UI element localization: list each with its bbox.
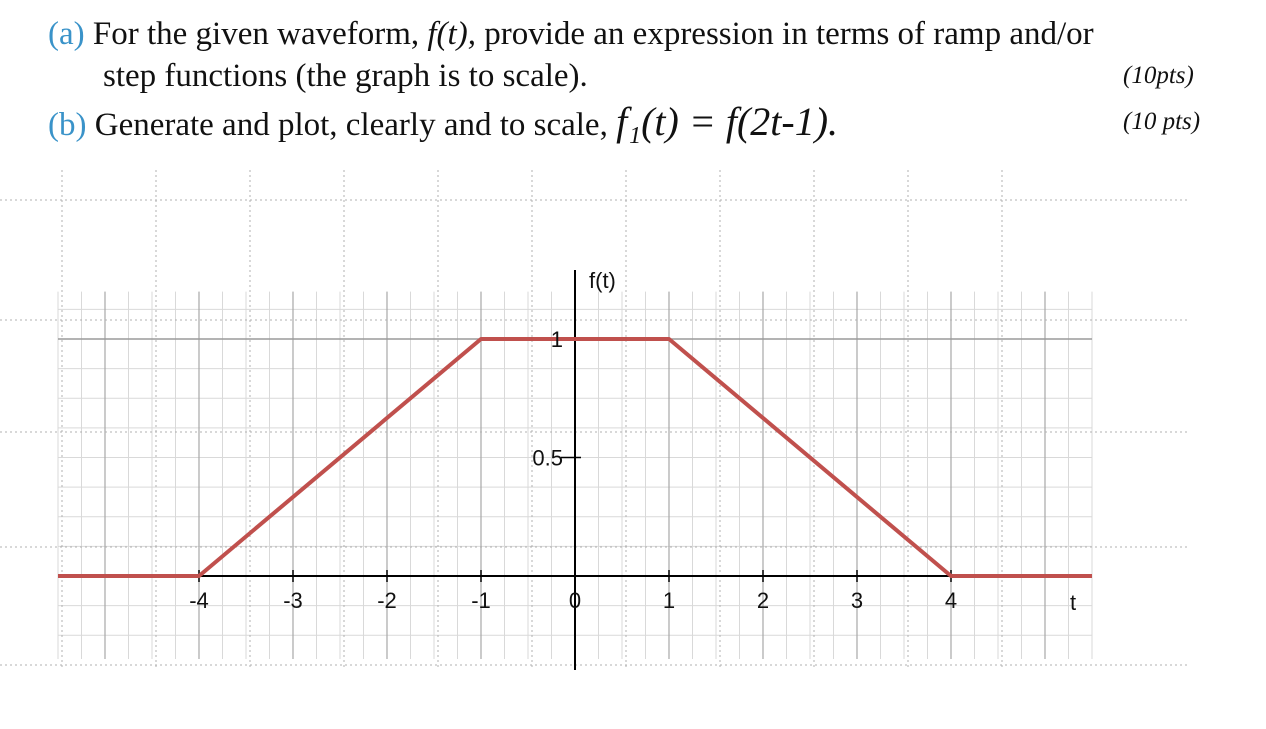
y-tick-label: 1 (550, 327, 563, 352)
part-b-text: Generate and plot, clearly and to scale, (94, 107, 608, 143)
part-a-line-1 (48, 14, 1094, 54)
part-a-text-1: For the given waveform, (92, 16, 428, 52)
x-tick-label: -1 (471, 588, 491, 613)
x-tick-label: 1 (662, 588, 676, 613)
x-tick-label: 2 (756, 588, 770, 613)
x-tick-label: -2 (377, 588, 397, 613)
part-a-points: (10pts) (1123, 62, 1194, 89)
part-a-function: f(t), (427, 16, 476, 52)
axis-labels (189, 268, 1076, 615)
y-tick-label: 0.5 (532, 445, 563, 471)
x-tick-label: -4 (189, 588, 209, 613)
x-tick-label: 0 (568, 588, 582, 613)
part-b-line (48, 99, 839, 145)
x-tick-label: 3 (850, 588, 864, 613)
part-b-formula: f₁(t) = f(2t-1). (616, 99, 839, 144)
x-tick-label: -3 (283, 588, 303, 613)
part-b-tag: (b) (48, 107, 87, 143)
part-a-text-2: provide an expression in terms of ramp and/or (475, 16, 1094, 52)
x-axis-label: t (1070, 590, 1077, 615)
part-a-tag: (a) (48, 16, 85, 52)
part-b-points: (10 pts) (1123, 108, 1201, 135)
grid (0, 170, 1190, 670)
waveform-plot (0, 170, 1266, 690)
y-axis-label: f(t) (589, 268, 616, 293)
x-tick-label: 4 (944, 588, 958, 613)
part-a-line-2: step functions (the graph is to scale). (103, 58, 588, 94)
